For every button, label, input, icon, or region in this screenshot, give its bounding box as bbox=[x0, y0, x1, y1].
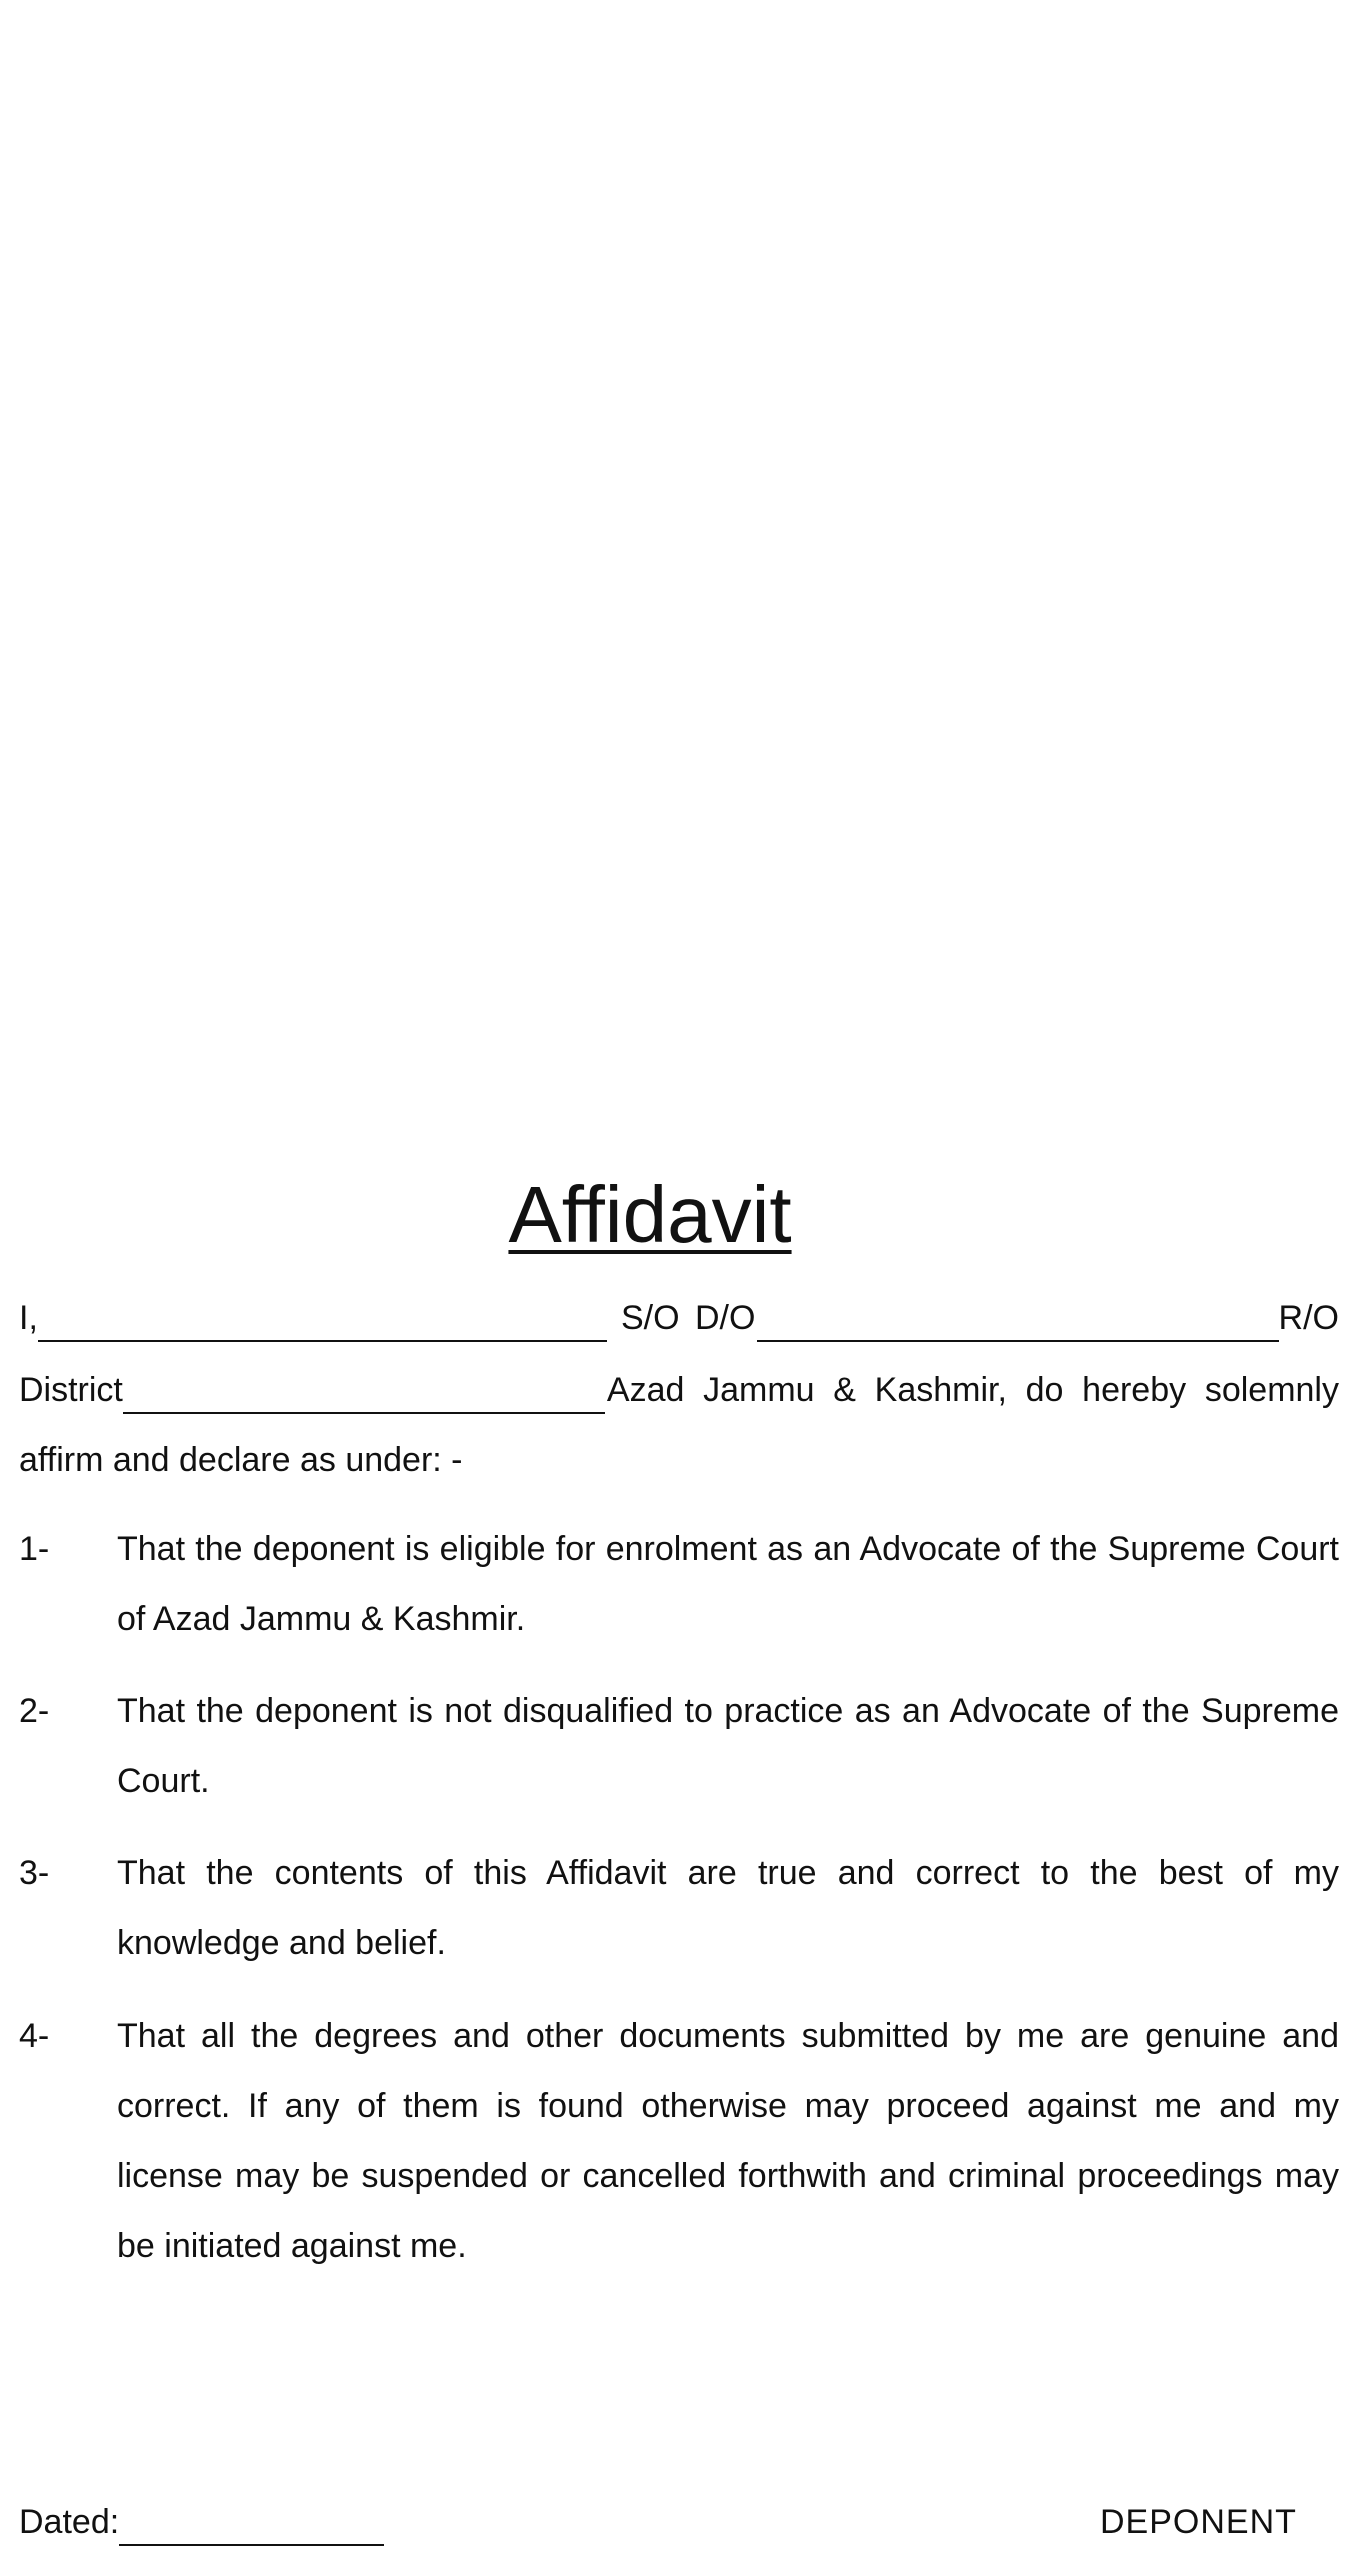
item-number: 4- bbox=[19, 2017, 50, 2055]
deponent-signature-label: DEPONENT bbox=[1100, 2503, 1297, 2541]
intro-word: hereby bbox=[1082, 1371, 1187, 1409]
district-blank bbox=[123, 1378, 605, 1414]
item-text: That the deponent is not disqualified to practice as an Advocate of the Supreme Court. bbox=[117, 1692, 1339, 1800]
intro-word: do bbox=[1025, 1371, 1064, 1409]
item-number: 3- bbox=[19, 1854, 50, 1892]
intro-prefix: I, bbox=[19, 1299, 38, 1337]
item-number: 2- bbox=[19, 1692, 50, 1730]
name-blank bbox=[38, 1306, 607, 1342]
intro-word: solemnly bbox=[1204, 1371, 1339, 1409]
intro-line-3: affirm and declare as under: - bbox=[19, 1441, 463, 1479]
parent-name-blank bbox=[757, 1306, 1278, 1342]
item-text: That all the degrees and other documents submitted by me are genuine and correct. If any of them is found otherwise may proceed against me and my license may be suspended or cancelled forthwith and criminal proceedings may be initiated against me. bbox=[117, 2017, 1339, 2265]
item-number: 1- bbox=[19, 1530, 50, 1568]
item-text: That the contents of this Affidavit are true and correct to the best of my knowledge and belief. bbox=[117, 1854, 1339, 1962]
document-title: Affidavit bbox=[508, 1170, 792, 1259]
district-label: District bbox=[19, 1371, 123, 1409]
dated-field bbox=[19, 2498, 384, 2546]
intro-word: Kashmir, bbox=[874, 1371, 1007, 1409]
residence-label: R/O bbox=[1278, 1299, 1339, 1337]
item-text: That the deponent is eligible for enrolment as an Advocate of the Supreme Court of Azad Jammu & Kashmir. bbox=[117, 1530, 1339, 1638]
date-blank bbox=[119, 2510, 384, 2546]
relation-label: S/O D/O bbox=[620, 1299, 756, 1337]
intro-word: Azad bbox=[606, 1371, 685, 1409]
intro-word: & bbox=[833, 1371, 856, 1409]
intro-line-1 bbox=[19, 1294, 1339, 1342]
intro-word: Jammu bbox=[703, 1371, 815, 1409]
intro-line-2 bbox=[19, 1366, 1339, 1414]
dated-label: Dated: bbox=[19, 2503, 120, 2541]
intro-continuation bbox=[607, 1366, 1339, 1414]
